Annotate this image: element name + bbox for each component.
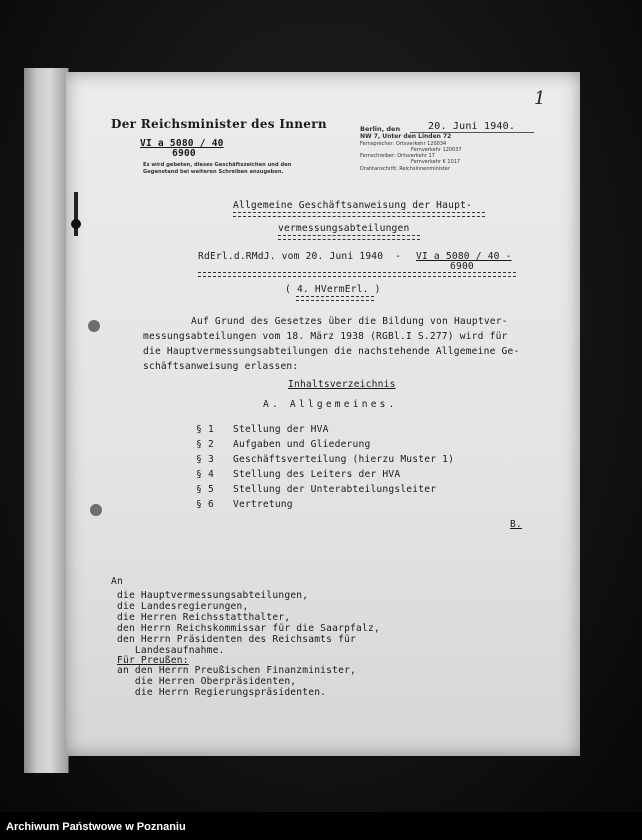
prussia-label: Für Preußen:: [117, 655, 189, 666]
toc-item-text: Aufgaben und Gliederung: [233, 439, 371, 450]
phone-line-4: Fernverkehr K 1017: [411, 159, 461, 165]
title-line-1: Allgemeine Geschäftsanweisung der Haupt-: [233, 200, 473, 211]
toc-item-num: § 1: [196, 424, 214, 435]
recipient-line: die Hauptvermessungsabteilungen,: [117, 590, 309, 601]
archive-footer: [0, 812, 642, 840]
prussia-recipient-line: die Herren Oberpräsidenten,: [117, 676, 297, 687]
punch-hole-bottom: [90, 504, 102, 516]
recipient-line: die Landesregierungen,: [117, 601, 249, 612]
toc-item-text: Stellung des Leiters der HVA: [233, 469, 401, 480]
phone-line-1: Fernsprecher: Ortsverkehr 120034: [360, 141, 447, 147]
file-reference: VI a 5080 / 40: [140, 138, 224, 149]
prussia-recipient-line: an den Herrn Preußischen Finanzminister,: [117, 665, 357, 676]
toc-item-num: § 2: [196, 439, 214, 450]
phone-line-2: Fernverkehr 120037: [411, 147, 462, 153]
letter-date: 20. Juni 1940.: [428, 121, 516, 132]
recipient-line: den Herrn Reichskommissar für die Saarpfalz,: [117, 623, 380, 634]
binding-strip: [24, 68, 69, 773]
toc-heading: Inhaltsverzeichnis: [288, 379, 396, 390]
archive-name: Archiwum Państwowe w Poznaniu: [6, 821, 186, 833]
sender-title: Der Reichsminister des Innern: [111, 117, 327, 131]
paper-clip-icon: [71, 192, 81, 236]
toc-item-num: § 6: [196, 499, 214, 510]
toc-item-text: Stellung der HVA: [233, 424, 329, 435]
recipient-line: die Herren Reichsstatthalter,: [117, 612, 291, 623]
intro-line-3: die Hauptvermessungsabteilungen die nachstehende Allgemeine Ge-: [143, 346, 520, 357]
title-line-1-underline: [233, 212, 485, 217]
prussia-recipient-line: die Herrn Regierungspräsidenten.: [117, 687, 327, 698]
toc-item-num: § 5: [196, 484, 214, 495]
phone-line-3: Fernschreiber: Ortsverkehr 17: [360, 153, 435, 159]
title-line-2: vermessungsabteilungen: [278, 223, 410, 234]
toc-next-section: B.: [510, 519, 522, 530]
decree-reference: VI a 5080 / 40 -: [416, 251, 512, 262]
toc-section-a: A. Allgemeines.: [263, 399, 398, 410]
toc-item-text: Vertretung: [233, 499, 293, 510]
toc-item-num: § 3: [196, 454, 214, 465]
toc-item-num: § 4: [196, 469, 214, 480]
intro-line-4: schäftsanweisung erlassen:: [143, 361, 299, 372]
intro-line-2: messungsabteilungen vom 18. März 1938 (RGBl.I S.277) wird für: [143, 331, 508, 342]
recipient-line: Landesaufnahme.: [117, 645, 225, 656]
telegram-address: Drahtanschrift: Reichsinnenminister: [360, 166, 450, 172]
place-label: Berlin, den: [360, 125, 401, 133]
decree-reference-sub: 6900: [450, 261, 474, 272]
title-line-2-underline: [278, 235, 420, 240]
toc-item-text: Stellung der Unterabteilungsleiter: [233, 484, 437, 495]
handwritten-page-number: 1: [534, 88, 546, 109]
decree-line: RdErl.d.RMdJ. vom 20. Juni 1940 -: [198, 251, 402, 262]
toc-item-text: Geschäftsverteilung (hierzu Muster 1): [233, 454, 455, 465]
decree-underline: [198, 272, 516, 277]
recipient-line: den Herrn Präsidenten des Reichsamts für: [117, 634, 357, 645]
intro-line-1: Auf Grund des Gesetzes über die Bildung von Hauptver-: [191, 316, 508, 327]
short-title: ( 4. HVermErl. ): [285, 284, 381, 295]
reference-note-line-2: Gegenstand bei weiteren Schreiben anzugeben.: [143, 169, 284, 175]
file-reference-sub: 6900: [172, 148, 196, 159]
reference-note-line-1: Es wird gebeten, dieses Geschäftszeichen und den: [143, 162, 292, 168]
recipients-label: An: [111, 576, 123, 587]
short-title-underline: [296, 296, 374, 301]
office-address: NW 7, Unter den Linden 72: [360, 133, 452, 140]
punch-hole-top: [88, 320, 100, 332]
